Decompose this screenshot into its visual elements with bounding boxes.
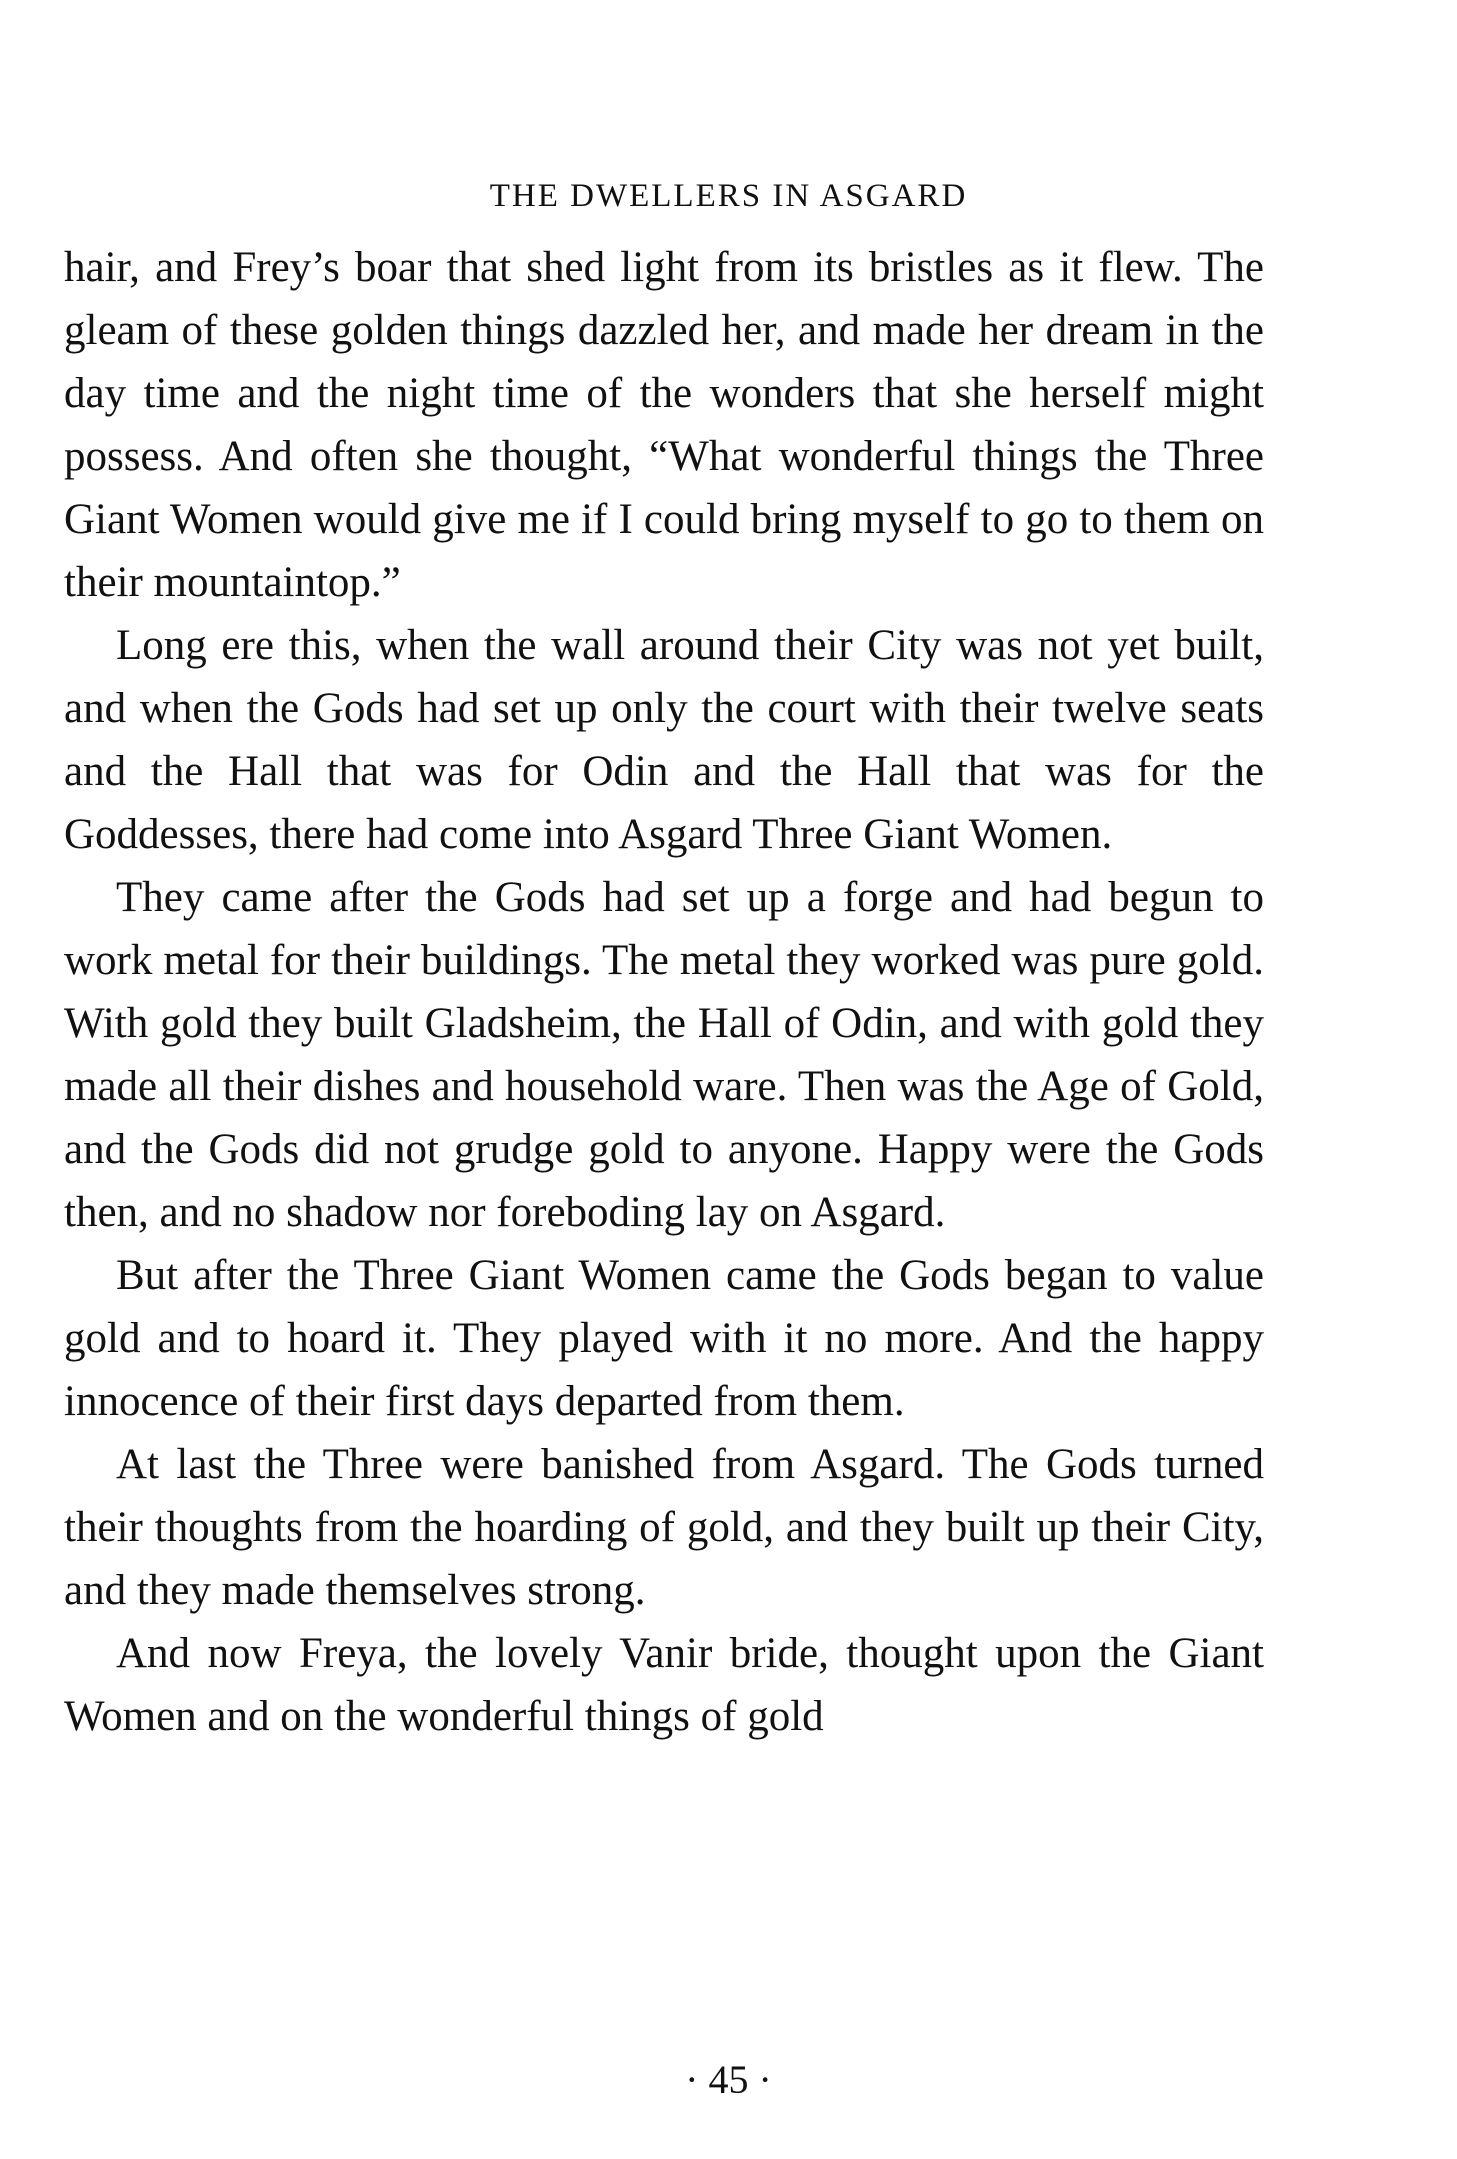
paragraph-4: But after the Three Giant Women came the Gods began to value gold and to hoard it. They played with it no more. And the happy innocence of their first days departed from them.: [64, 1252, 1264, 1425]
paragraph-3: They came after the Gods had set up a forge and had begun to work metal for their buildings. The metal they worked was pure gold. With gold they built Gladsheim, the Hall of Odin, and with gold they made all their dishes and household ware. Then was the Age of Gold, and the Gods did not grudge gold to anyone. Happy were the Gods then, and no shadow nor foreboding lay on Asgard.: [64, 874, 1264, 1236]
paragraph-1: hair, and Frey’s boar that shed light from its bristles as it flew. The gleam of these golden things dazzled her, and made her dream in the day time and the night time of the wonders that she herself might possess. And often she thought, “What wonderful things the Three Giant Women would give me if I could bring myself to go to them on their mountaintop.”: [64, 244, 1264, 606]
paragraph-2: Long ere this, when the wall around their City was not yet built, and when the Gods had set up only the court with their twelve seats and the Hall that was for Odin and the Hall that was for the Goddesses, there had come into Asgard Three Giant Women.: [64, 622, 1264, 858]
paragraph-6: And now Freya, the lovely Vanir bride, thought upon the Giant Women and on the wonderful things of gold: [64, 1630, 1264, 1740]
paragraph-5: At last the Three were banished from Asgard. The Gods turned their thoughts from the hoarding of gold, and they built up their City, and they made themselves strong.: [64, 1441, 1264, 1614]
page-number: · 45 ·: [685, 2057, 772, 2102]
body-text: [64, 236, 1264, 1748]
running-head: THE DWELLERS IN ASGARD: [489, 178, 968, 214]
